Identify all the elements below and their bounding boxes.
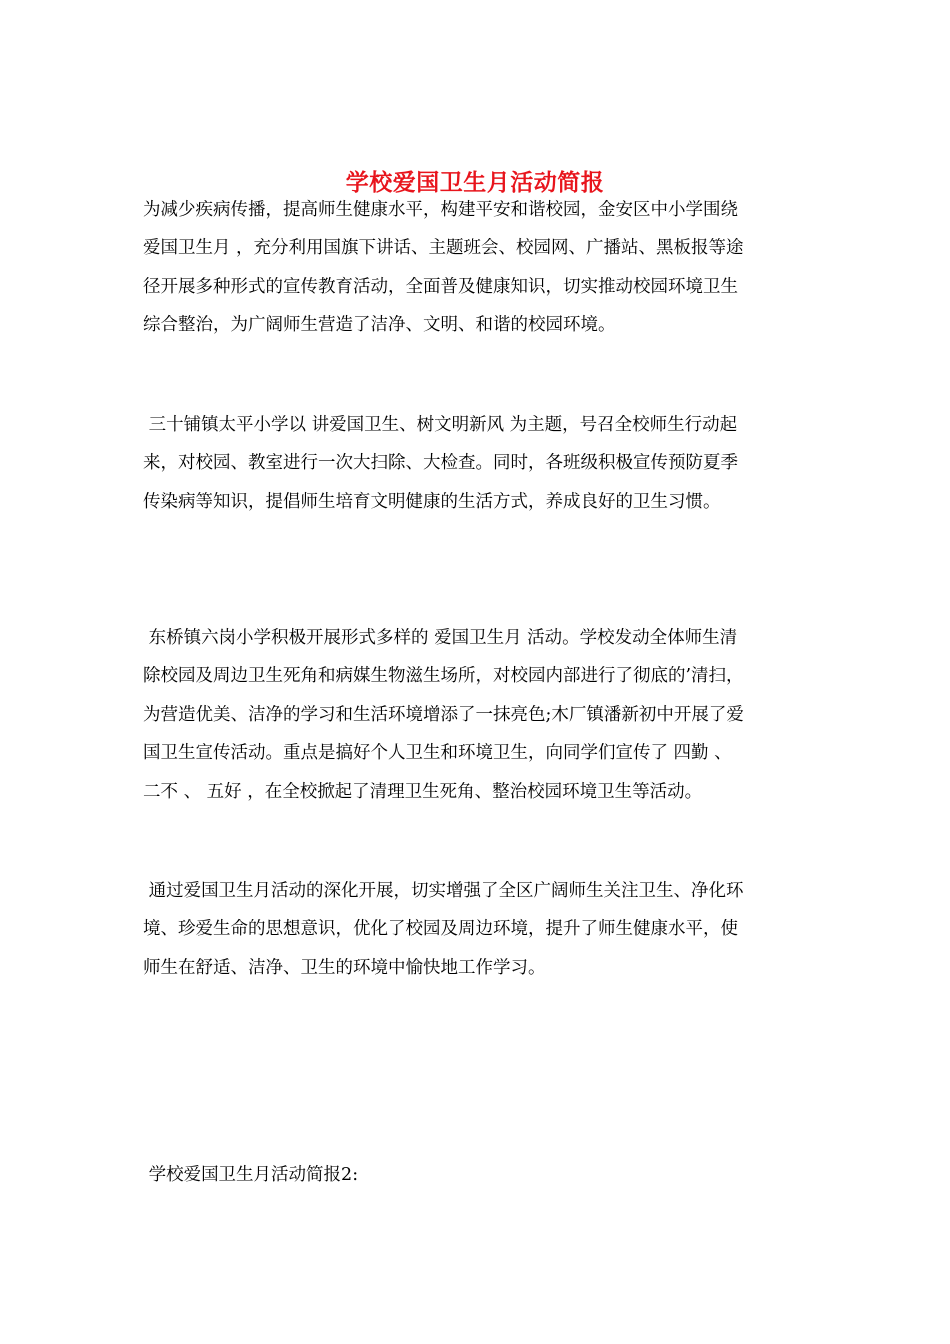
paragraph-intro: [143, 191, 808, 345]
paragraph-line: 东桥镇六岗小学积极开展形式多样的 爱国卫生月 活动。学校发动全体师生清: [143, 628, 738, 648]
paragraph-line: 师生在舒适、洁净、卫生的环境中愉快地工作学习。: [143, 957, 546, 978]
document-title: 学校爱国卫生月活动简报: [345, 169, 605, 197]
paragraph-line: 爱国卫生月 ，充分利用国旗下讲话、主题班会、校园网、广播站、黑板报等途: [143, 238, 744, 259]
paragraph-line: 二不 、 五好 ，在全校掀起了清理卫生死角、整治校园环境卫生等活动。: [143, 781, 703, 802]
paragraph-line: 境、珍爱生命的思想意识，优化了校园及周边环境，提升了师生健康水平，使: [143, 919, 738, 940]
paragraph-sanshipu: [143, 406, 808, 521]
paragraph-line: 三十铺镇太平小学以 讲爱国卫生、树文明新风 为主题，号召全校师生行动起: [143, 415, 738, 435]
paragraph-line: 为减少疾病传播，提高师生健康水平，构建平安和谐校园，金安区中小学围绕: [143, 200, 738, 220]
paragraph-line: 径开展多种形式的宣传教育活动，全面普及健康知识，切实推动校园环境卫生: [143, 276, 738, 297]
paragraph-line: 传染病等知识，提倡师生培育文明健康的生活方式，养成良好的卫生习惯。: [143, 491, 721, 512]
paragraph-line: 综合整治，为广阔师生营造了洁净、文明、和谐的校园环境。: [143, 315, 616, 336]
paragraph-line: 国卫生宣传活动。重点是搞好个人卫生和环境卫生，向同学们宣传了 四勤 、: [143, 743, 732, 764]
paragraph-line: 来，对校园、教室进行一次大扫除、大检查。同时，各班级积极宣传预防夏季: [143, 453, 738, 474]
section-heading-2: 学校爱国卫生月活动简报2:: [143, 1165, 359, 1185]
paragraph-summary: [143, 872, 808, 987]
paragraph-dongqiao: [143, 619, 808, 811]
paragraph-line: 通过爱国卫生月活动的深化开展，切实增强了全区广阔师生关注卫生、净化环: [143, 881, 744, 901]
paragraph-line: 除校园及周边卫生死角和病媒生物滋生场所，对校园内部进行了彻底的’清扫，: [143, 666, 744, 687]
paragraph-line: 为营造优美、洁净的学习和生活环境增添了一抹亮色;木厂镇潘新初中开展了爱: [143, 704, 744, 725]
paragraph-next-section: [143, 1156, 808, 1194]
